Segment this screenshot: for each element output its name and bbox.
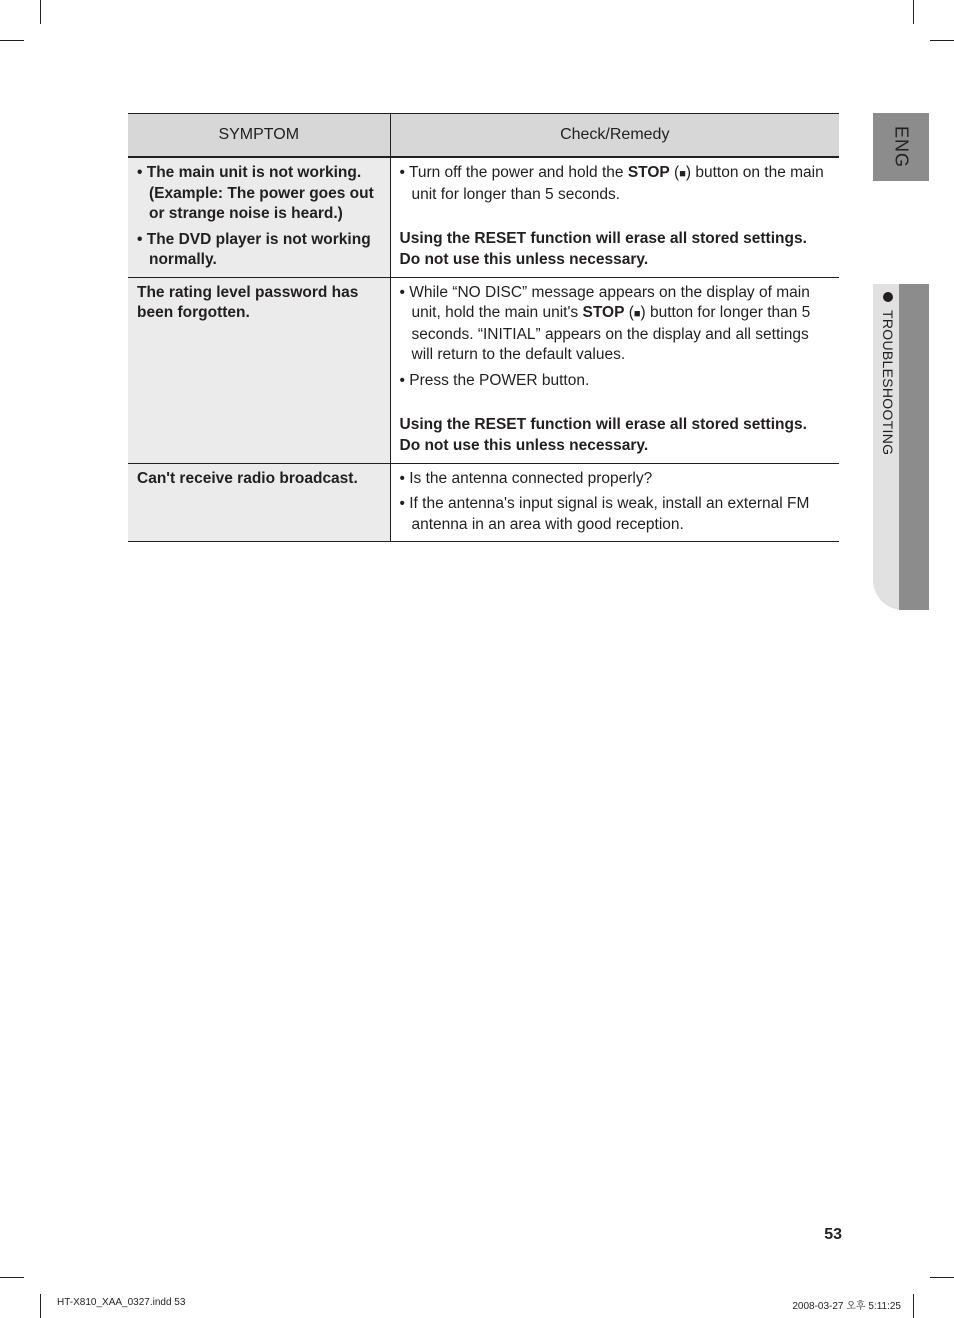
crop-mark-top-left-h (0, 40, 24, 41)
reset-warning (400, 229, 834, 270)
symptom-text: Can't receive radio broadcast. (137, 469, 358, 487)
crop-mark-bottom-left-v (40, 1294, 41, 1318)
warning-line: Do not use this unless necessary. (399, 250, 649, 268)
remedy-cell (390, 157, 839, 277)
remedy-text: ) button for longer than 5 seconds. “INITIAL” appears on the display and all settings will return to the default values. (411, 304, 811, 363)
header-remedy: Check/Remedy (390, 114, 839, 158)
remedy-bullet: • Is the antenna connected properly? (399, 469, 653, 487)
crop-mark-top-left-v (40, 0, 41, 24)
remedy-bullet (400, 163, 834, 205)
language-tab (873, 113, 929, 181)
remedy-text: ( (669, 164, 680, 181)
warning-line: Using the RESET function will erase all stored settings. (399, 416, 807, 433)
table-row (128, 277, 839, 463)
warning-line: Do not use this unless necessary. (399, 436, 649, 454)
crop-mark-top-right-h (930, 40, 954, 41)
footer-timestamp: 2008-03-27 오후 5:11:25 (792, 1301, 901, 1312)
symptom-bullet: • The DVD player is not working normally. (137, 230, 371, 268)
remedy-bullet: • Press the POWER button. (399, 371, 590, 389)
stop-icon: ■ (633, 308, 641, 320)
stop-label: STOP (627, 164, 670, 181)
symptom-text: The rating level password has been forgotten. (137, 283, 359, 321)
section-tab-bar (899, 284, 929, 610)
symptom-cell (128, 277, 390, 463)
reset-warning (400, 415, 834, 456)
remedy-text: • While “NO DISC” message appears on the display of main unit, hold the main unit's (399, 283, 810, 321)
table-row (128, 157, 839, 277)
warning-line: Using the RESET function will erase all stored settings. (399, 230, 807, 247)
remedy-bullet (400, 283, 834, 366)
table-row (128, 463, 839, 541)
remedy-bullet: • If the antenna's input signal is weak, install an external FM antenna in an area with good reception. (399, 495, 810, 533)
symptom-bullet: • The main unit is not working. (Example: The power goes out or strange noise is heard.) (137, 164, 374, 222)
crop-mark-bottom-right-v (913, 1294, 914, 1318)
stop-icon: ■ (679, 168, 686, 180)
remedy-cell (390, 463, 839, 541)
bullet-dot-icon (883, 292, 893, 302)
symptom-cell (128, 157, 390, 277)
section-tab (876, 292, 896, 455)
remedy-text: ( (624, 304, 634, 321)
remedy-text: ) button on the main unit for longer than 5 seconds. (411, 164, 824, 203)
stop-label: STOP (582, 304, 625, 321)
crop-mark-top-right-v (913, 0, 914, 24)
troubleshooting-table (128, 113, 839, 542)
crop-mark-bottom-right-h (930, 1277, 954, 1278)
header-symptom: SYMPTOM (128, 114, 390, 158)
language-label: ENG (891, 125, 912, 169)
section-label: TROUBLESHOOTING (880, 310, 896, 456)
page-number: 53 (824, 1226, 842, 1243)
footer-file-info: HT-X810_XAA_0327.indd 53 (57, 1297, 186, 1308)
remedy-text: • Turn off the power and hold the (399, 164, 628, 181)
crop-mark-bottom-left-h (0, 1277, 24, 1278)
remedy-cell (390, 277, 839, 463)
table-header-row (128, 114, 839, 158)
symptom-cell (128, 463, 390, 541)
